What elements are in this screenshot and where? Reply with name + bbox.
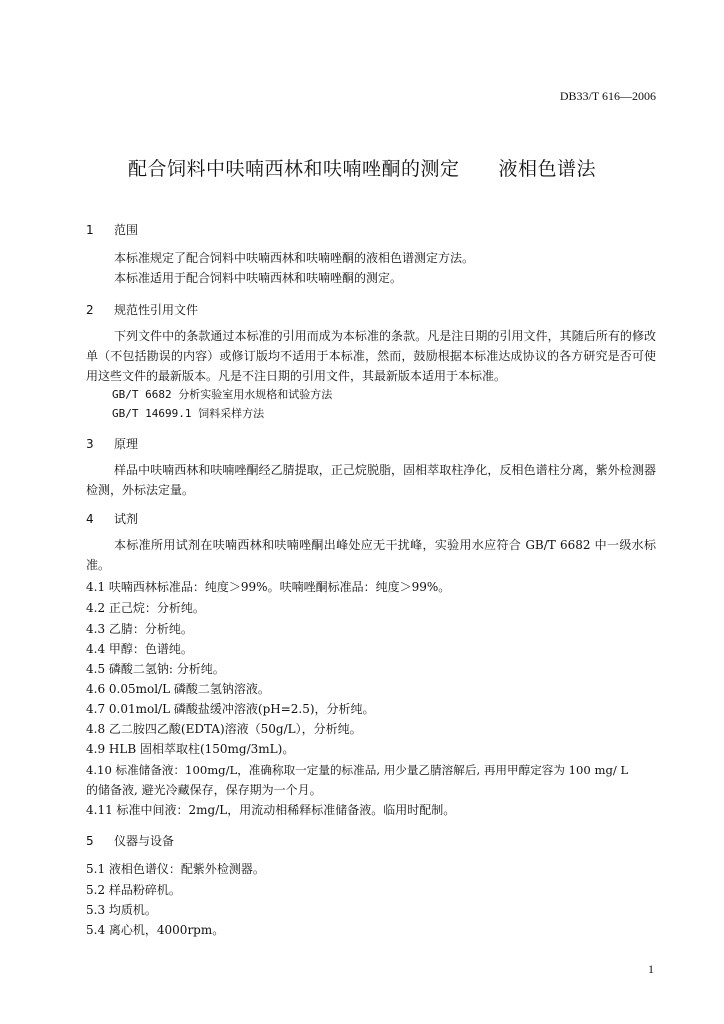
section-number: 5 xyxy=(86,834,94,848)
reagent-item: 4.7 0.01mol/L 磷酸盐缓冲溶液(pH=2.5)，分析纯。 xyxy=(86,702,375,716)
document-title: 配合饲料中呋喃西林和呋喃唑酮的测定 液相色谱法 xyxy=(127,158,596,180)
page-number: 1 xyxy=(648,962,654,976)
section-number: 3 xyxy=(86,437,94,451)
section-4-paragraph: 本标准所用试剂在呋喃西林和呋喃唑酮出峰处应无干扰峰，实验用水应符合 GB/T 6682 中一级水标准。 xyxy=(86,538,656,572)
reference-item: GB/T 14699.1 饲料采样方法 xyxy=(112,407,265,420)
reagent-item: 4.10 标准储备液：100mg/L，准确称取一定量的标准品, 用少量乙腈溶解后, 再用甲醇定容为 100 mg/ L xyxy=(86,763,629,777)
reagent-item: 4.5 磷酸二氢钠: 分析纯。 xyxy=(86,662,225,676)
section-2-heading xyxy=(86,302,198,318)
reagent-item: 4.8 乙二胺四乙酸(EDTA)溶液（50g/L），分析纯。 xyxy=(86,722,362,736)
section-title: 仪器与设备 xyxy=(114,834,175,848)
section-title: 规范性引用文件 xyxy=(114,303,199,317)
section-2-paragraph: 下列文件中的条款通过本标准的引用而成为本标准的条款。凡是注日期的引用文件，其随后所有的修改单（不包括勘误的内容）或修订版均不适用于本标准，然而，鼓励根据本标准达成协议的各方研究是否可使用这些文件的最新版本。凡是不注日期的引用文件，其最新版本适用于本标准。 xyxy=(86,329,656,383)
reagent-item: 4.6 0.05mol/L 磷酸二氢钠溶液。 xyxy=(86,682,270,696)
equipment-item: 5.2 样品粉碎机。 xyxy=(86,883,181,897)
equipment-item: 5.1 液相色谱仪：配紫外检测器。 xyxy=(86,862,265,876)
reagent-item: 4.1 呋喃西林标准品：纯度＞99%。呋喃唑酮标准品：纯度＞99%。 xyxy=(86,580,451,594)
reagent-item: 4.11 标准中间液：2mg/L，用流动相稀释标准储备液。临用时配制。 xyxy=(86,803,456,817)
section-title: 试剂 xyxy=(114,512,139,526)
section-number: 4 xyxy=(86,512,94,526)
section-3-heading xyxy=(86,436,138,452)
section-number: 2 xyxy=(86,303,94,317)
section-3-paragraph: 样品中呋喃西林和呋喃唑酮经乙腈提取，正己烷脱脂，固相萃取柱净化，反相色谱柱分离，紫外检测器检测，外标法定量。 xyxy=(86,463,656,497)
section-4-heading xyxy=(86,511,138,527)
section-1-paragraph-1: 本标准规定了配合饲料中呋喃西林和呋喃唑酮的液相色谱测定方法。 xyxy=(114,251,475,265)
equipment-item: 5.4 离心机，4000rpm。 xyxy=(86,923,225,937)
section-number: 1 xyxy=(86,223,94,237)
section-1-heading xyxy=(86,222,138,238)
reagent-item: 4.2 正己烷：分析纯。 xyxy=(86,601,205,615)
reagent-item: 4.3 乙腈：分析纯。 xyxy=(86,622,193,636)
section-1-paragraph-2: 本标准适用于配合饲料中呋喃西林和呋喃唑酮的测定。 xyxy=(114,271,403,285)
section-5-heading xyxy=(86,833,174,849)
reference-item: GB/T 6682 分析实验室用水规格和试验方法 xyxy=(112,388,333,401)
section-title: 原理 xyxy=(114,437,139,451)
reagent-item: 4.4 甲醇：色谱纯。 xyxy=(86,642,193,656)
reagent-item: 4.9 HLB 固相萃取柱(150mg/3mL)。 xyxy=(86,742,295,756)
standard-code: DB33/T 616—2006 xyxy=(559,89,656,103)
reagent-item-continuation: 的储备液, 避光冷藏保存，保存期为一个月。 xyxy=(86,783,322,797)
equipment-item: 5.3 均质机。 xyxy=(86,903,157,917)
section-title: 范围 xyxy=(114,223,139,237)
